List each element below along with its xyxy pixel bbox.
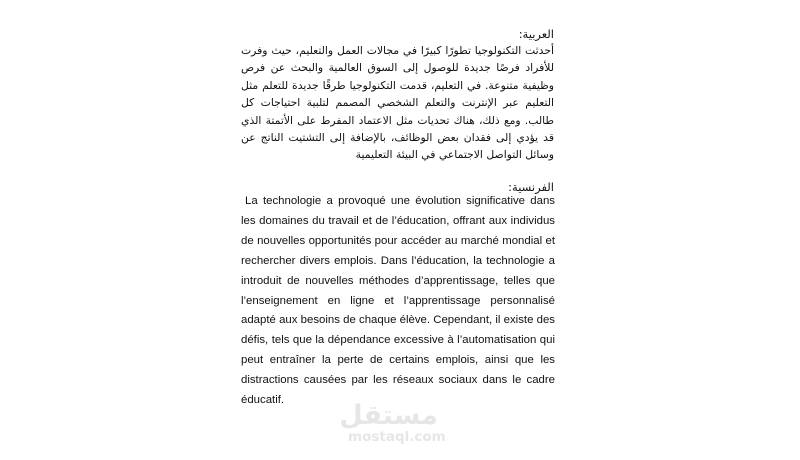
watermark-latin-text: mostaql.com bbox=[348, 429, 446, 445]
watermark-arabic-text: مستقل bbox=[339, 400, 438, 431]
french-paragraph: La technologie a provoqué une évolution significative dans les domaines du travail et de l’éducation, offrant aux individus de nouvelles opportunités pour accéder au marché mondial et rechercher divers emplois. Dans l’éducation, la technologie a introduit de nouvelles méthodes d’apprentissage, telles que l’enseignement en ligne et l’apprentissage personnalisé adapté aux besoins de chaque élève. Cependant, il existe des défis, tels que la dépendance excessive à l’automatisation qui peut entraîner la perte de certains emplois, ainsi que les distractions causées par les réseaux sociaux dans le cadre éducatif. bbox=[241, 195, 555, 407]
arabic-paragraph: أحدثت التكنولوجيا تطورًا كبيرًا في مجالات العمل والتعليم، حيث وفرت للأفراد فرصًا جديدة للوصول إلى السوق العالمية والبحث عن فرص وظيفية متنوعة. في التعليم، قدمت التكنولوجيا طرقًا جديدة للتعلم مثل التعليم عبر الإنترنت والتعلم الشخصي المصمم لتلبية احتياجات كل طالب. ومع ذلك، هناك تحديات مثل الاعتماد المفرط على الأتمتة الذي قد يؤدي إلى فقدان بعض الوظائف، بالإضافة إلى التشتيت الناتج عن وسائل التواصل الاجتماعي في البيئة التعليمية bbox=[241, 44, 554, 162]
french-section-label: الفرنسية: bbox=[508, 180, 554, 194]
arabic-section-label: العربية: bbox=[518, 27, 554, 41]
mostaql-watermark bbox=[339, 400, 446, 445]
